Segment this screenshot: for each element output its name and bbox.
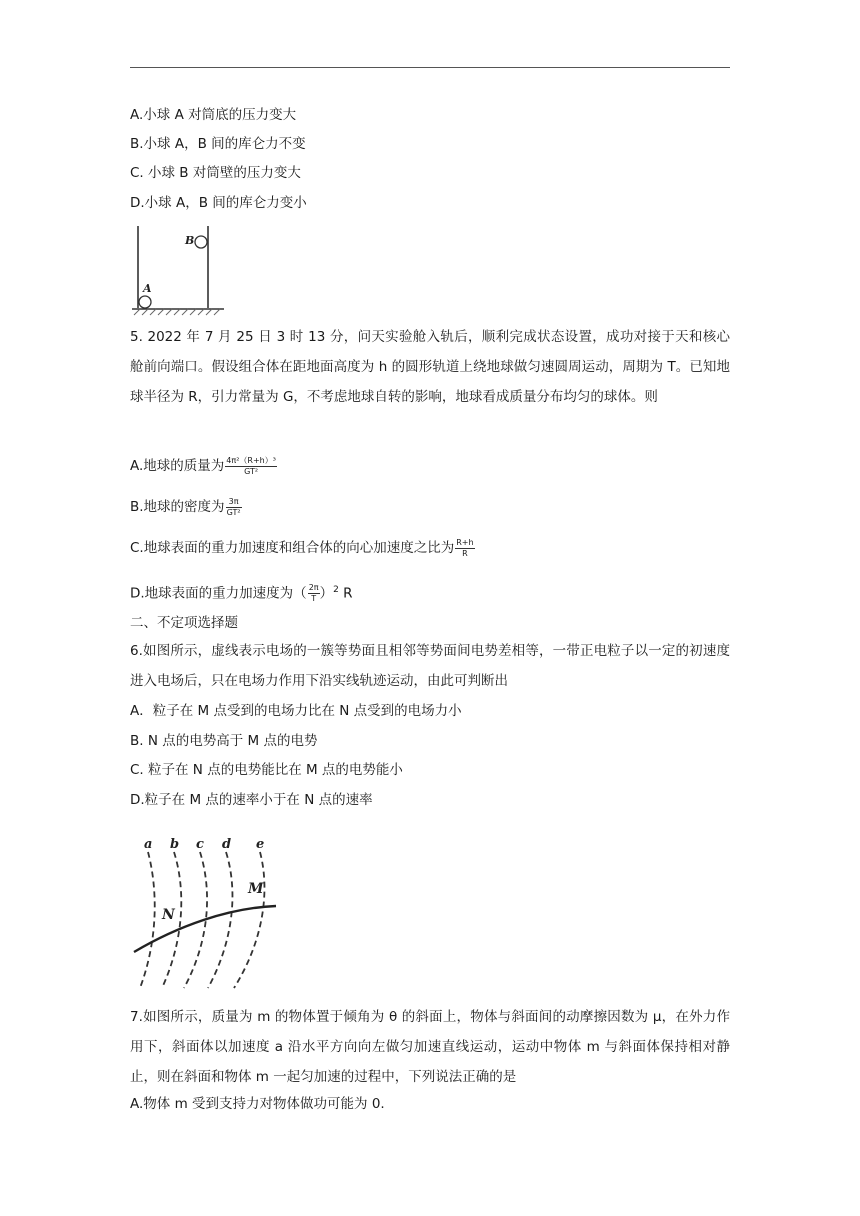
ground-hatch — [134, 309, 220, 315]
q6-stem: 6.如图所示，虚线表示电场的一簇等势面且相邻等势面间电势差相等，一带正电粒子以一定的初速度进入电场后，只在电场力作用下沿实线轨迹运动，由此可判断出 — [130, 643, 730, 689]
q4-cylinder-figure — [130, 222, 226, 318]
label-d: d — [222, 837, 232, 852]
label-c: c — [196, 837, 204, 852]
ball-b — [195, 236, 207, 248]
q5-d-numerator: 2π — [308, 583, 319, 592]
q5-stem: 5. 2022 年 7 月 25 日 3 时 13 分，问天实验舱入轨后，顺利完成状态设置，成功对接于天和核心舱前向端口。假设组合体在距地面高度为 h 的圆形轨道上绕地球做匀速圆周运动，周期为 T。已知地球半径为 R，引力常量为 G，不考虑地球自转的影响，地球看成质量分布均匀的球体。则 — [130, 329, 730, 405]
label-a: a — [144, 837, 153, 852]
label-e: e — [256, 837, 265, 852]
section-heading: 二、不定项选择题 — [130, 615, 238, 631]
ball-a — [139, 296, 151, 308]
q4-option-a: A.小球 A 对筒底的压力变大 — [130, 107, 297, 123]
q5-b-fraction — [226, 497, 242, 518]
q5-option-a — [130, 453, 277, 479]
q6-option-b: B. N 点的电势高于 M 点的电势 — [130, 733, 318, 749]
q5-c-denominator: R — [462, 548, 468, 558]
q7-option-a: A.物体 m 受到支持力对物体做功可能为 0. — [130, 1096, 385, 1112]
q5-a-text: A.地球的质量为 — [130, 458, 225, 474]
q7-stem: 7.如图所示，质量为 m 的物体置于倾角为 θ 的斜面上，物体与斜面间的动摩擦因数为 μ，在外力作用下，斜面体以加速度 a 沿水平方向向左做匀加速直线运动，运动中物体 m 与斜面体保持相对静止，则在斜面和物体 m 一起匀加速的过程中，下列说法正确的是 — [130, 1009, 730, 1085]
q5-option-c — [130, 535, 475, 561]
header-rule — [130, 67, 730, 68]
ball-a-label: A — [143, 282, 152, 295]
q5-b-denominator: GT² — [226, 507, 241, 517]
q5-option-b — [130, 494, 242, 520]
q6-option-d: D.粒子在 M 点的速率小于在 N 点的速率 — [130, 792, 373, 808]
equipotential-e — [234, 852, 264, 988]
q5-option-d — [130, 576, 353, 608]
q5-a-numerator: 4π²（R+h）³ — [226, 455, 276, 465]
q5-d-close-paren: ） — [319, 585, 334, 602]
equipotential-d — [208, 852, 232, 988]
q4-option-b: B.小球 A，B 间的库仑力不变 — [130, 136, 306, 152]
q5-c-text: C.地球表面的重力加速度和组合体的向心加速度之比为 — [130, 540, 455, 556]
q6-equipotential-figure — [128, 830, 288, 992]
q6-option-a: A．粒子在 M 点受到的电场力比在 N 点受到的电场力小 — [130, 703, 462, 719]
q4-option-d: D.小球 A，B 间的库仑力变小 — [130, 195, 307, 211]
q5-c-numerator: R+h — [456, 537, 474, 547]
ball-b-label: B — [185, 234, 195, 247]
q5-a-denominator: GT² — [244, 466, 259, 476]
q5-d-denominator: T — [311, 594, 317, 603]
q5-d-fraction — [308, 583, 320, 604]
q5-c-fraction — [455, 538, 474, 559]
q5-b-numerator: 3π — [226, 497, 242, 508]
equipotential-a — [140, 852, 155, 988]
label-n: N — [162, 907, 175, 923]
label-m: M — [248, 881, 264, 897]
label-b: b — [170, 837, 180, 852]
q4-option-c: C. 小球 B 对筒壁的压力变大 — [130, 165, 301, 181]
q5-b-text: B.地球的密度为 — [130, 499, 225, 515]
q5-d-end: R — [343, 585, 353, 602]
q6-option-c: C. 粒子在 N 点的电势能比在 M 点的电势能小 — [130, 762, 403, 778]
q5-d-exponent: 2 — [333, 585, 339, 595]
q5-d-text: D.地球表面的重力加速度为（ — [130, 585, 307, 602]
q5-a-fraction — [225, 456, 277, 477]
